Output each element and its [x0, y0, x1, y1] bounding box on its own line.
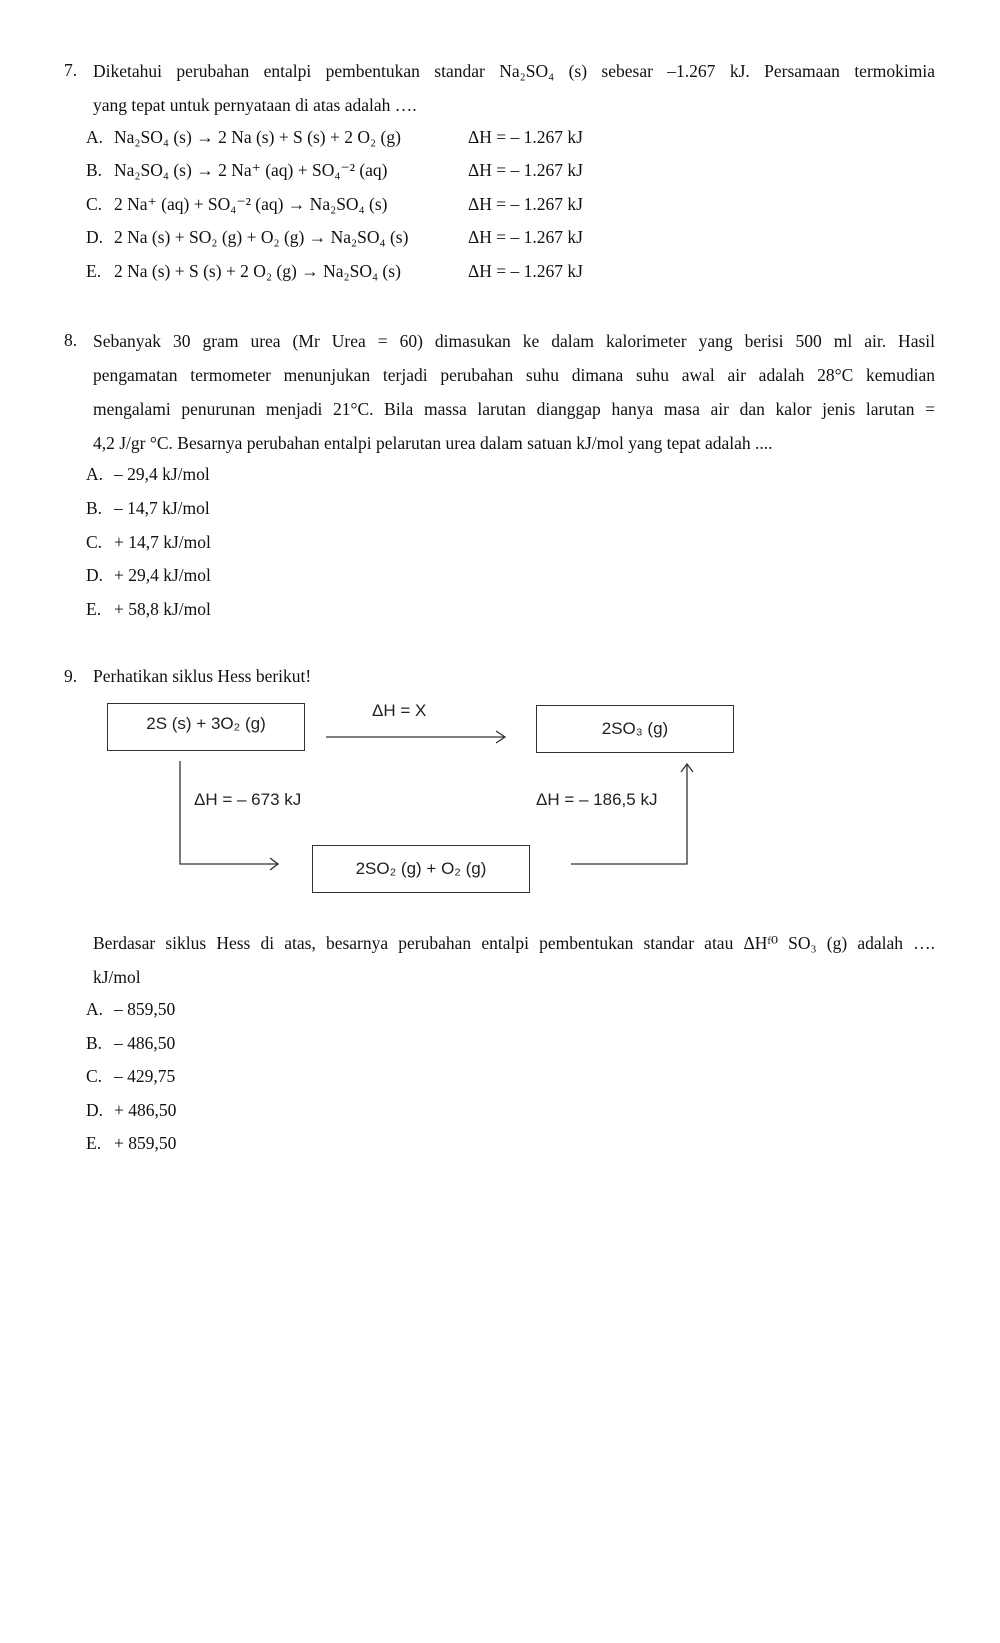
- question-9-option-b[interactable]: B. – 486,50: [86, 1033, 176, 1053]
- question-7-stem-line2: yang tepat untuk pernyataan di atas adalah ….: [93, 95, 417, 115]
- question-8-option-b[interactable]: B. – 14,7 kJ/mol: [86, 498, 210, 518]
- question-7-option-e-dh: ΔH = – 1.267 kJ: [468, 261, 583, 281]
- question-8-option-c[interactable]: C. + 14,7 kJ/mol: [86, 532, 211, 552]
- option-text: + 486,50: [114, 1100, 177, 1120]
- dh-direct-label: ΔH = X: [372, 701, 427, 720]
- option-text: – 429,75: [114, 1066, 176, 1086]
- option-text: – 14,7 kJ/mol: [114, 498, 210, 518]
- question-8-number: 8.: [64, 330, 78, 350]
- option-equation: Na₂SO₄ (s) → 2 Na⁺ (aq) + SO₄⁻² (aq): [114, 160, 388, 180]
- question-9-option-e[interactable]: E. + 859,50: [86, 1133, 177, 1153]
- option-text: + 29,4 kJ/mol: [114, 565, 211, 585]
- arrow-step1: [180, 761, 278, 864]
- question-8-stem-line: pengamatan termometer menunjukan terjadi perubahan suhu dimana suhu awal air adalah 28°C kemudian: [93, 365, 935, 385]
- product-box: [536, 705, 734, 753]
- option-text: – 29,4 kJ/mol: [114, 464, 210, 484]
- question-9-intro: Perhatikan siklus Hess berikut!: [93, 666, 312, 686]
- question-8-stem-line: 4,2 J/gr °C. Besarnya perubahan entalpi pelarutan urea dalam satuan kJ/mol yang tepat adalah ....: [93, 433, 773, 453]
- arrow-step2: [571, 764, 687, 864]
- question-7-option-d[interactable]: D. 2 Na (s) + SO₂ (g) + O₂ (g) → Na₂SO₄ (s): [86, 227, 409, 247]
- question-9-stem: [93, 926, 935, 994]
- question-7-option-c-dh: ΔH = – 1.267 kJ: [468, 194, 583, 214]
- option-equation: 2 Na (s) + SO₂ (g) + O₂ (g) → Na₂SO₄ (s): [114, 227, 409, 247]
- option-text: – 859,50: [114, 999, 176, 1019]
- question-9-stem-line1: Berdasar siklus Hess di atas, besarnya perubahan entalpi pembentukan standar atau ΔHᶠ⁰ SO₃ (g) adalah ….: [93, 933, 935, 953]
- question-7-option-c[interactable]: C. 2 Na⁺ (aq) + SO₄⁻² (aq) → Na₂SO₄ (s): [86, 194, 388, 214]
- question-8-option-e[interactable]: E. + 58,8 kJ/mol: [86, 599, 211, 619]
- option-text: + 859,50: [114, 1133, 177, 1153]
- question-9-option-c[interactable]: C. – 429,75: [86, 1066, 176, 1086]
- question-8-stem-line: mengalami penurunan menjadi 21°C. Bila massa larutan dianggap hanya masa air dan kalor jenis larutan =: [93, 399, 935, 419]
- dh-step2-label: ΔH = – 186,5 kJ: [536, 790, 658, 809]
- question-7-option-e[interactable]: E. 2 Na (s) + S (s) + 2 O₂ (g) → Na₂SO₄ (s): [86, 261, 401, 281]
- question-9-stem-line2: kJ/mol: [93, 967, 141, 987]
- question-7-option-a-dh: ΔH = – 1.267 kJ: [468, 127, 583, 147]
- question-8-option-a[interactable]: A. – 29,4 kJ/mol: [86, 464, 210, 484]
- option-equation: 2 Na (s) + S (s) + 2 O₂ (g) → Na₂SO₄ (s): [114, 261, 401, 281]
- question-8-option-d[interactable]: D. + 29,4 kJ/mol: [86, 565, 211, 585]
- reactants-box: [107, 703, 305, 751]
- option-text: – 486,50: [114, 1033, 176, 1053]
- product-label: 2SO₃ (g): [601, 719, 669, 738]
- question-7-option-a[interactable]: A. Na₂SO₄ (s) → 2 Na (s) + S (s) + 2 O₂ (g): [86, 127, 401, 147]
- question-7-option-d-dh: ΔH = – 1.267 kJ: [468, 227, 583, 247]
- dh-step1-label: ΔH = – 673 kJ: [194, 790, 302, 809]
- question-9-option-a[interactable]: A. – 859,50: [86, 999, 176, 1019]
- question-9-option-d[interactable]: D. + 486,50: [86, 1100, 177, 1120]
- option-text: + 58,8 kJ/mol: [114, 599, 211, 619]
- option-equation: Na₂SO₄ (s) → 2 Na (s) + S (s) + 2 O₂ (g): [114, 127, 401, 147]
- intermediate-box: [312, 845, 530, 893]
- question-7-option-b[interactable]: B. Na₂SO₄ (s) → 2 Na⁺ (aq) + SO₄⁻² (aq): [86, 160, 388, 180]
- option-text: + 14,7 kJ/mol: [114, 532, 211, 552]
- question-7-number: 7.: [64, 60, 78, 80]
- intermediate-label: 2SO₂ (g) + O₂ (g): [355, 859, 487, 878]
- question-7-stem-line1: Diketahui perubahan entalpi pembentukan standar Na₂SO₄ (s) sebesar –1.267 kJ. Persamaan termokimia: [93, 61, 935, 81]
- question-8-stem-line: Sebanyak 30 gram urea (Mr Urea = 60) dimasukan ke dalam kalorimeter yang berisi 500 ml air. Hasil: [93, 331, 935, 351]
- reactants-label: 2S (s) + 3O₂ (g): [146, 714, 266, 733]
- question-9-number: 9.: [64, 666, 78, 686]
- option-equation: 2 Na⁺ (aq) + SO₄⁻² (aq) → Na₂SO₄ (s): [114, 194, 388, 214]
- question-7-option-b-dh: ΔH = – 1.267 kJ: [468, 160, 583, 180]
